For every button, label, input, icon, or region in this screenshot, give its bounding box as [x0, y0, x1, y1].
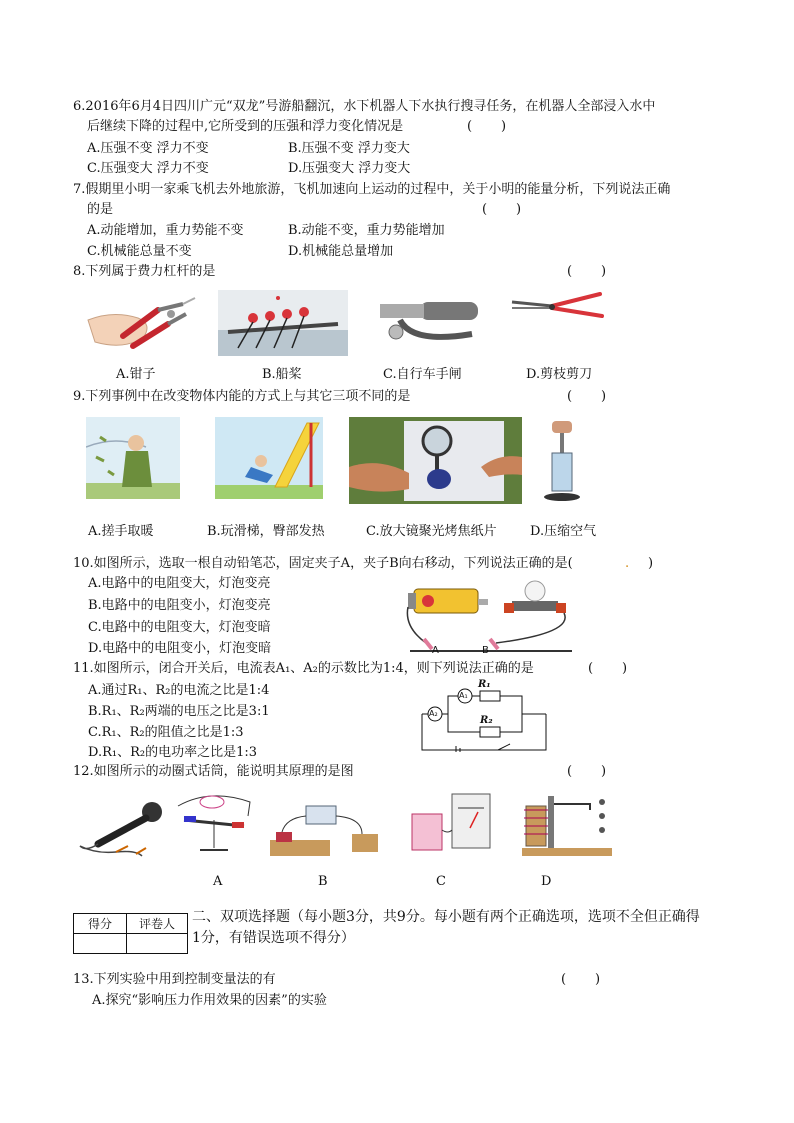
q7-stem-line2: 的是: [87, 202, 114, 217]
q8-option-c: C.自行车手闸: [383, 367, 462, 382]
r2-label: R₂: [480, 715, 493, 726]
r1-label: R₁: [478, 679, 491, 690]
q11-answer-blank: ( ): [588, 661, 628, 676]
pencil-lead-circuit-figure: [404, 577, 576, 657]
q6-option-d: D.压强变大 浮力变大: [288, 161, 411, 176]
q10-answer-mark: .: [625, 556, 630, 571]
q12-answer-blank: ( ): [567, 764, 607, 779]
q13-answer-blank: ( ): [561, 972, 601, 987]
q7-option-a: A.动能增加，重力势能不变: [87, 223, 244, 238]
grader-header: 评卷人: [127, 914, 188, 934]
q13-option-a: A.探究“影响压力作用效果的因素”的实验: [92, 993, 327, 1008]
q6-option-c: C.压强变大 浮力不变: [87, 161, 209, 176]
q8-stem: 8.下列属于费力杠杆的是: [73, 264, 216, 279]
q7-option-d: D.机械能总量增加: [288, 244, 394, 259]
q12-option-c: C: [436, 874, 446, 889]
rowing-oars-picture: [218, 290, 348, 356]
q10-stem: 10.如图所示，选取一根自动铅笔芯，固定夹子A，夹子B向右移动，下列说法正确的是(: [73, 556, 573, 571]
q11-option-b: B.R₁、R₂两端的电压之比是3:1: [88, 704, 270, 719]
clip-b-label: B: [482, 645, 489, 656]
section2-heading-line1: 二、双项选择题（每小题3分，共9分。每小题有两个正确选项，选项不全但正确得: [192, 909, 700, 925]
q12-option-d: D: [541, 874, 552, 889]
q11-option-c: C.R₁、R₂的阻值之比是1:3: [88, 725, 244, 740]
q6-option-a: A.压强不变 浮力不变: [87, 141, 209, 156]
figure-c-generator: [406, 790, 502, 860]
slide-picture: [215, 417, 323, 499]
q12-option-b: B: [318, 874, 328, 889]
q7-option-b: B.动能不变，重力势能增加: [288, 223, 445, 238]
q10-option-d: D.电路中的电阻变小，灯泡变暗: [88, 641, 272, 656]
q6-stem-line2: 后继续下降的过程中,它所受到的压强和浮力变化情况是: [87, 119, 404, 134]
q7-option-c: C.机械能总量不变: [87, 244, 192, 259]
q7-answer-blank: ( ): [482, 202, 522, 217]
figure-a-magnet-coil: [170, 786, 254, 862]
q10-answer-close: ): [648, 556, 654, 571]
q12-option-a: A: [213, 874, 223, 889]
microphone-picture: [76, 800, 166, 858]
q8-option-d: D.剪枝剪刀: [526, 367, 593, 382]
figure-b-motor: [266, 804, 384, 862]
pliers-picture: [83, 290, 198, 356]
score-cell[interactable]: [74, 934, 127, 954]
clip-a-label: A: [432, 645, 439, 656]
rubbing-hands-picture: [86, 417, 180, 499]
q10-option-b: B.电路中的电阻变小，灯泡变亮: [88, 598, 271, 613]
q11-option-a: A.通过R₁、R₂的电流之比是1:4: [88, 683, 270, 698]
q6-option-b: B.压强不变 浮力变大: [288, 141, 410, 156]
grader-cell[interactable]: [127, 934, 188, 954]
q8-answer-blank: ( ): [567, 264, 607, 279]
q6-stem-line1: 6.2016年6月4日四川广元“双龙”号游船翻沉，水下机器人下水执行搜寻任务，在机器人全部浸入水中: [73, 99, 656, 114]
q8-option-a: A.钳子: [116, 367, 156, 382]
q9-stem: 9.下列事例中在改变物体内能的方式上与其它三项不同的是: [73, 389, 411, 404]
q11-stem: 11.如图所示，闭合开关后，电流表A₁、A₂的示数比为1:4，则下列说法正确的是: [73, 661, 534, 676]
q6-answer-blank: ( ): [467, 119, 507, 134]
q13-stem: 13.下列实验中用到控制变量法的有: [73, 972, 276, 987]
ammeter-a1-label: A₁: [459, 691, 468, 700]
magnifier-paper-picture: [349, 417, 522, 504]
pruning-shears-picture: [508, 288, 608, 344]
q10-option-c: C.电路中的电阻变大，灯泡变暗: [88, 620, 271, 635]
section2-heading-line2: 1分，有错误选项不得分）: [192, 930, 355, 946]
q9-option-c: C.放大镜聚光烤焦纸片: [366, 524, 497, 539]
score-header: 得分: [74, 914, 127, 934]
air-pump-picture: [540, 417, 584, 503]
q12-stem: 12.如图所示的动圈式话筒，能说明其原理的是图: [73, 764, 354, 779]
q9-option-d: D.压缩空气: [530, 524, 597, 539]
q10-option-a: A.电路中的电阻变大，灯泡变亮: [88, 576, 271, 591]
figure-d-electromagnetic-relay: [518, 786, 618, 860]
q9-option-b: B.玩滑梯，臀部发热: [207, 524, 325, 539]
q9-answer-blank: ( ): [567, 389, 607, 404]
bike-brake-picture: [372, 292, 484, 356]
q11-option-d: D.R₁、R₂的电功率之比是1:3: [88, 745, 258, 760]
q8-option-b: B.船桨: [262, 367, 302, 382]
q7-stem-line1: 7.假期里小明一家乘飞机去外地旅游，飞机加速向上运动的过程中，关于小明的能量分析，下列说法正确: [73, 182, 671, 197]
score-table: [73, 913, 188, 954]
q9-option-a: A.搓手取暖: [88, 524, 154, 539]
ammeter-a2-label: A₂: [429, 709, 438, 718]
